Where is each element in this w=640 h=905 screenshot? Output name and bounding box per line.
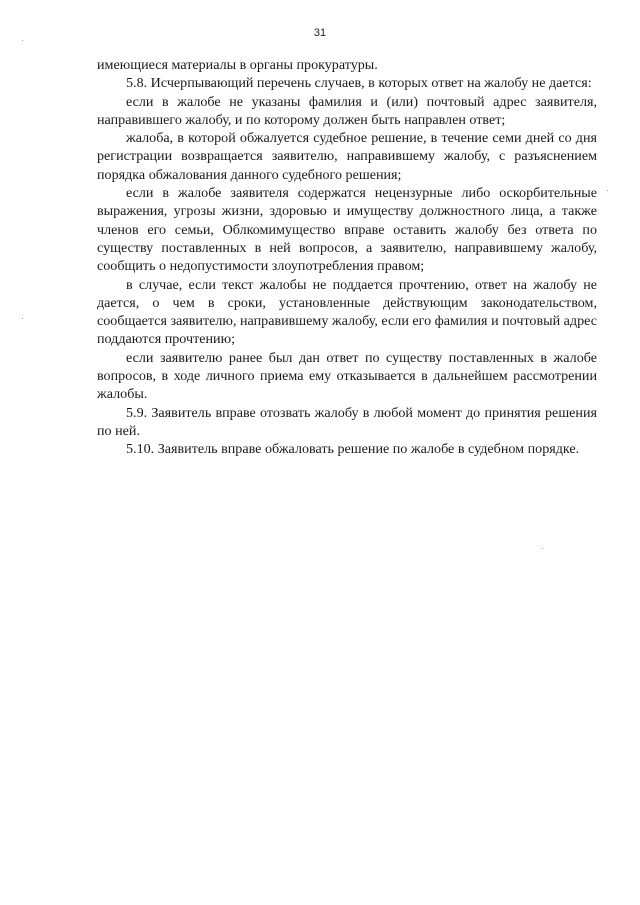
paragraph-5-9: 5.9. Заявитель вправе отозвать жалобу в любой момент до принятия решения по ней. [97,404,597,439]
paragraph-case-repeat: если заявителю ранее был дан ответ по существу поставленных в жалобе вопросов, в ходе личного приема ему отказывается в дальнейшем рассмотрении жалобы. [97,349,597,403]
scan-speck [22,40,23,41]
paragraph-case-missing-name: если в жалобе не указаны фамилия и (или) почтовый адрес заявителя, направившего жалобу, и по которому должен быть направлен ответ; [97,93,597,128]
paragraph-case-offensive: если в жалобе заявителя содержатся нецензурные либо оскорбительные выражения, угрозы жизни, здоровью и имуществу должностного лица, а также членов его семьи, Облкомимущество вправе оставить жалобу без ответа по существу поставленных в ней вопросов, а заявителю, направившему жалобу, сообщить о недопустимости злоупотребления правом; [97,185,597,275]
scan-speck [542,548,543,549]
paragraph-5-10: 5.10. Заявитель вправе обжаловать решение по жалобе в судебном порядке. [126,441,580,458]
scan-speck [22,318,23,319]
paragraph-case-court-decision: жалоба, в которой обжалуется судебное решение, в течение семи дней со дня регистрации возвращается заявителю, направившему жалобу, с разъяснением порядка обжалования данного судебного решения; [97,130,597,183]
scan-speck [607,190,608,191]
paragraph-continuation: имеющиеся материалы в органы прокуратуры. [97,57,378,73]
paragraph-5-8: 5.8. Исчерпывающий перечень случаев, в которых ответ на жалобу не дается: [126,75,592,92]
paragraph-case-unreadable: в случае, если текст жалобы не поддается прочтению, ответ на жалобу не дается, о чем в сроки, установленные действующим законодательством, сообщается заявителю, направившему жалобу, если его фамилия и почтовый адрес поддаются прочтению; [97,276,597,348]
document-body [97,56,597,459]
page-number: 31 [313,27,327,39]
